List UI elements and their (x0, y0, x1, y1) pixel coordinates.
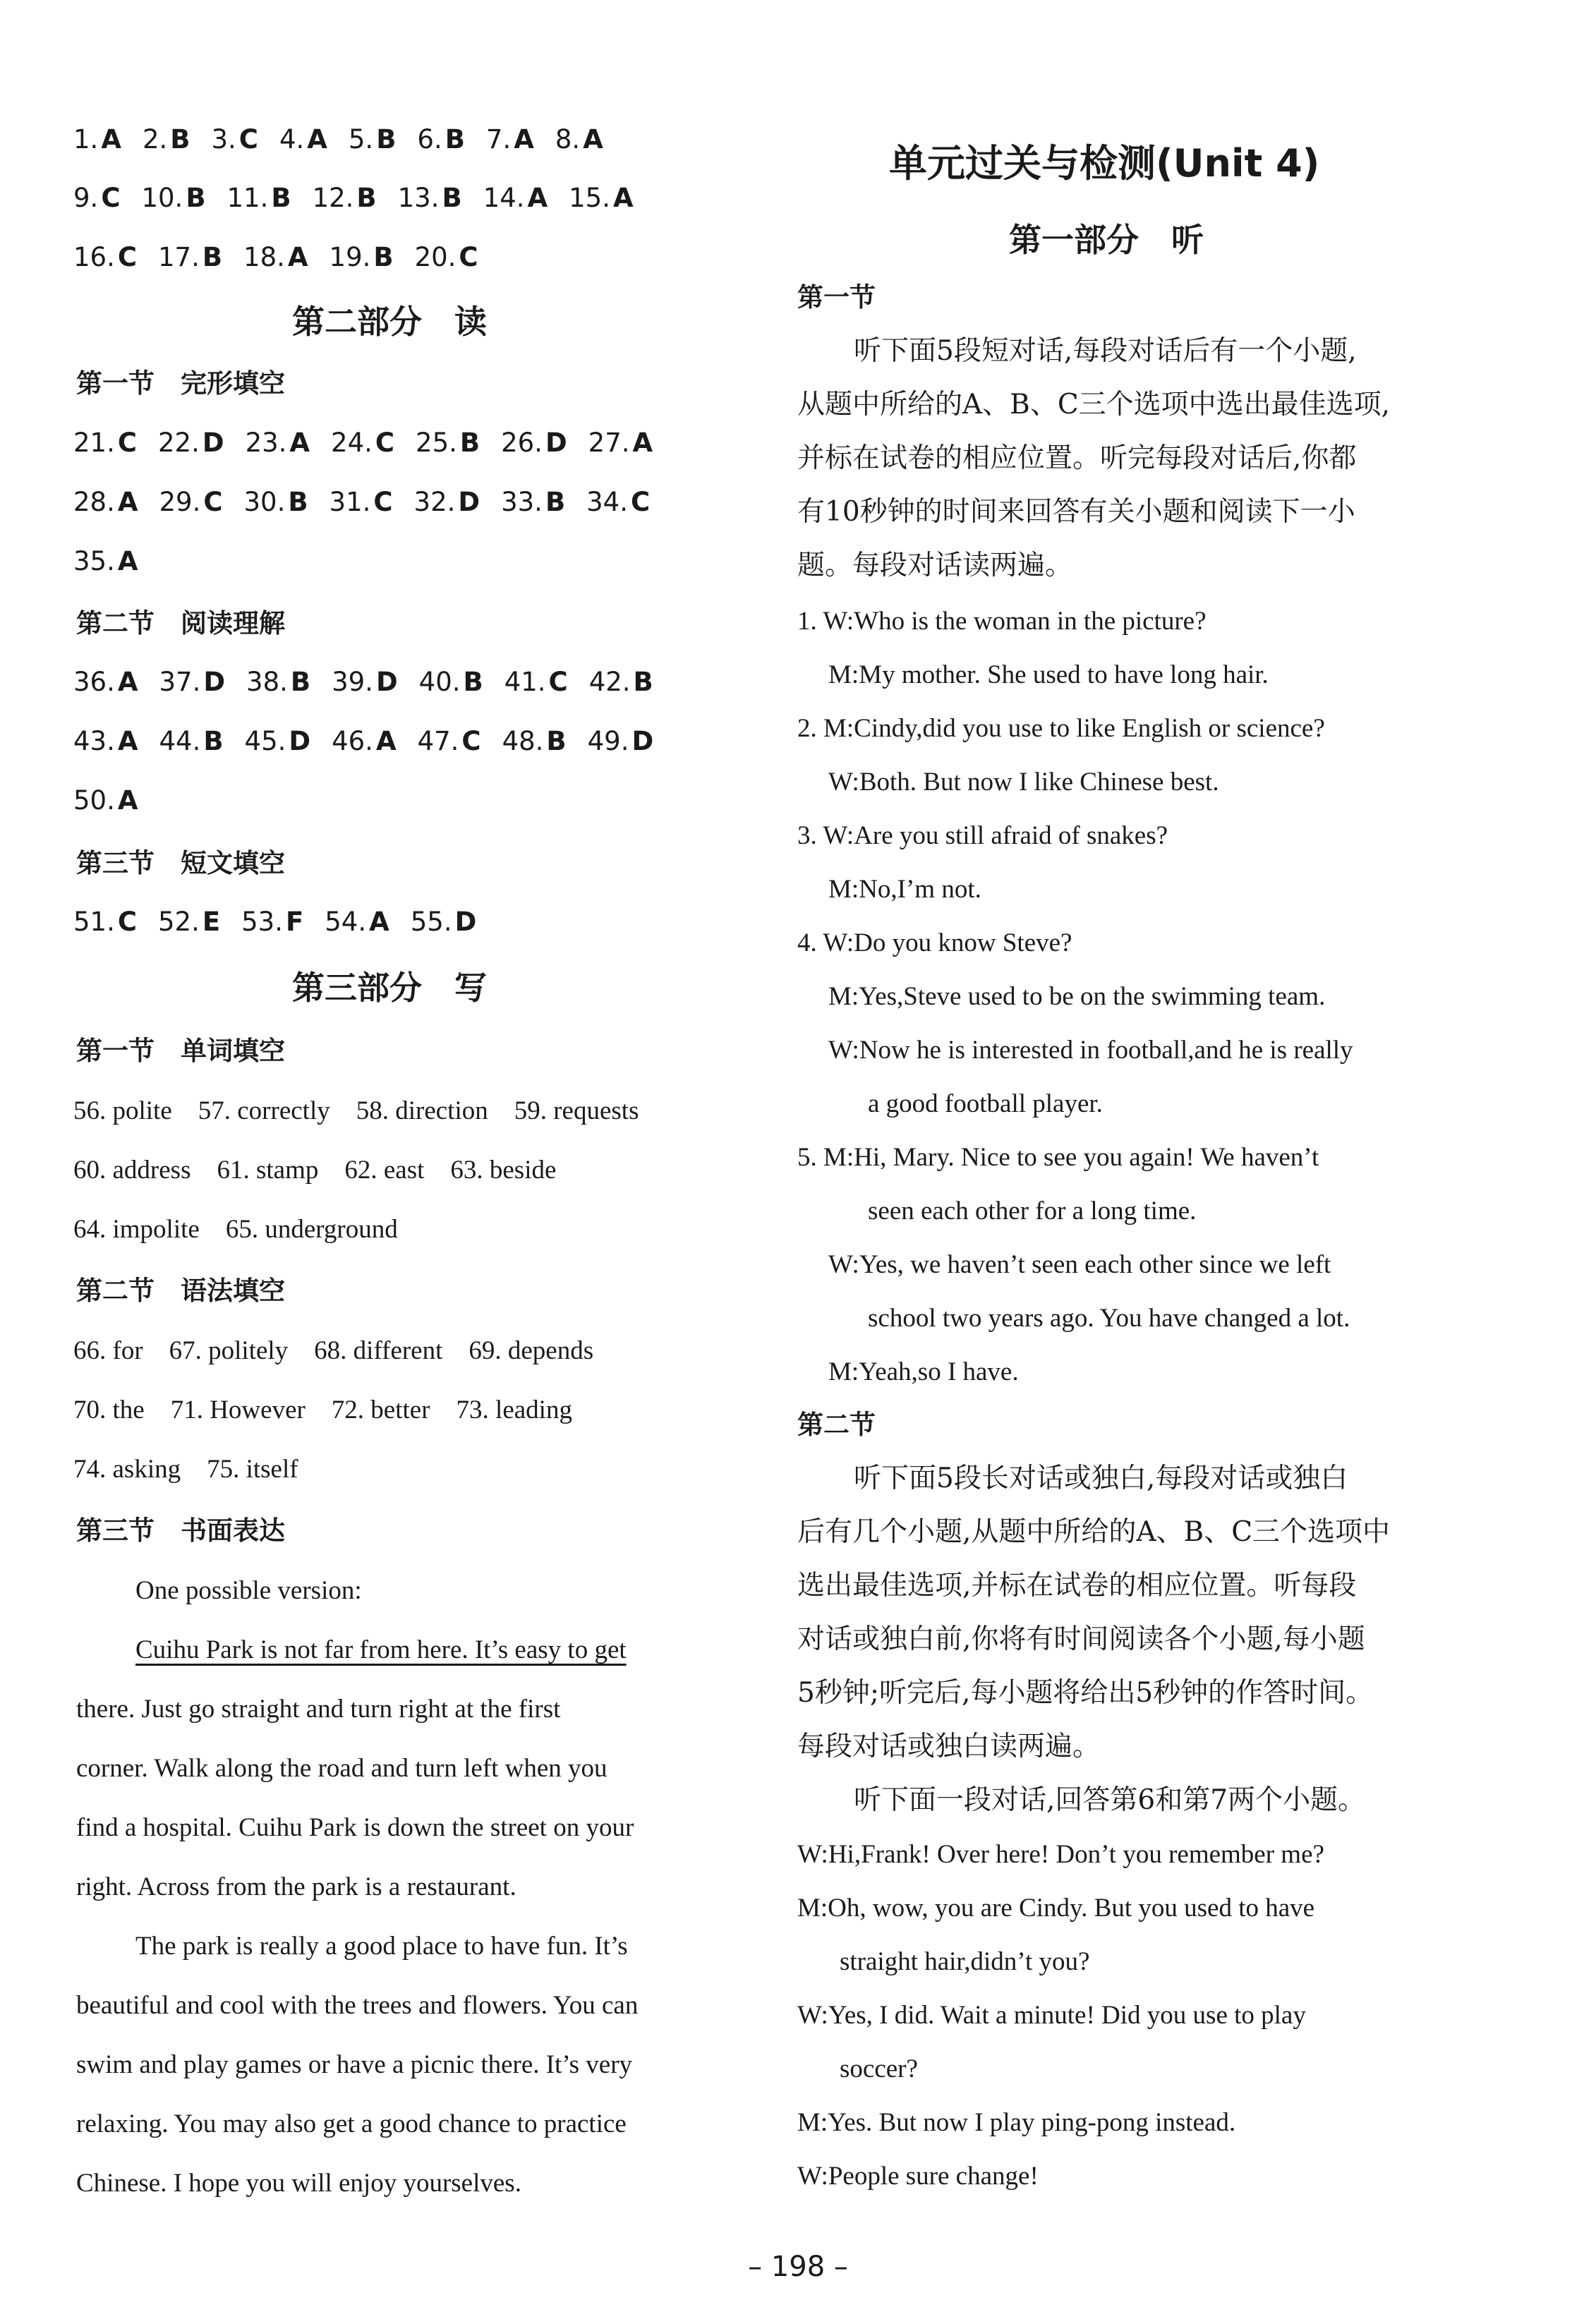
instruction-line: 5秒钟;听完后,每小题将给出5秒钟的作答时间。 (797, 1677, 1374, 1709)
answer-item (246, 425, 310, 461)
answer-number: 10. (141, 183, 183, 213)
answer-item (246, 665, 310, 700)
answer-item (504, 665, 568, 700)
instruction-line: 选出最佳选项,并标在试卷的相应位置。听每段 (797, 1570, 1357, 1602)
dialogue-line: W:People sure change! (797, 2162, 1039, 2191)
essay-line: there. Just go straight and turn right at the first (76, 1695, 561, 1724)
answer-item (398, 181, 462, 216)
dialogue-line: W:Now he is interested in football,and he is really (828, 1036, 1353, 1065)
answer-number: 25. (416, 428, 457, 458)
instruction-line: 对话或独白前,你将有时间阅读各个小题,每小题 (797, 1623, 1365, 1655)
answer-item (73, 485, 138, 520)
answer-item (243, 485, 308, 520)
answer-number: 15. (569, 183, 610, 213)
instruction-line: 每段对话或独白读两遍。 (797, 1731, 1101, 1762)
answer-letter: B (376, 124, 397, 155)
answer-letter: B (203, 726, 224, 756)
answer-letter: D (375, 667, 398, 697)
answer-item (143, 122, 191, 157)
answer-item (502, 724, 567, 759)
answer-item (158, 425, 224, 461)
answer-item (245, 724, 311, 759)
unit-title: 单元过关与检测(Unit 4) (889, 141, 1320, 186)
answer-letter: B (633, 667, 653, 697)
answer-letter: B (288, 487, 308, 517)
p2s2-title: 第二节 阅读理解 (76, 608, 285, 638)
answer-number: 26. (501, 428, 543, 458)
essay-line: corner. Walk along the road and turn left when you (76, 1754, 607, 1783)
answer-number: 29. (159, 487, 201, 517)
answer-letter: C (630, 487, 651, 517)
answer-number: 49. (587, 726, 629, 756)
p2s3-title: 第三节 短文填空 (76, 848, 285, 878)
instruction-line: 有10秒钟的时间来回答有关小题和阅读下一小 (797, 496, 1355, 528)
answer-number: 47. (417, 726, 459, 756)
answer-number: 8. (555, 124, 581, 155)
answer-letter: C (375, 428, 395, 458)
answer-letter: A (289, 428, 310, 458)
essay-line: The park is really a good place to have fun. It’s (135, 1932, 628, 1961)
part2-title: 第二部分 读 (292, 303, 487, 341)
dialogue-line: 5. M:Hi, Mary. Nice to see you again! We haven’t (797, 1143, 1319, 1172)
dialogue-line: W:Yes, I did. Wait a minute! Did you use to play (797, 2001, 1306, 2030)
answer-item (411, 904, 477, 940)
answer-number: 24. (331, 428, 373, 458)
answer-number: 52. (158, 907, 200, 937)
answer-item (501, 425, 567, 461)
answer-number: 50. (73, 785, 115, 816)
answer-row (73, 485, 671, 520)
dialogue-line: M:Yes,Steve used to be on the swimming team. (828, 982, 1326, 1011)
answer-item (158, 904, 220, 940)
answer-number: 42. (588, 667, 631, 697)
answer-item (569, 181, 633, 216)
answer-number: 37. (159, 667, 201, 697)
essay-line: right. Across from the park is a restaurant. (76, 1872, 516, 1901)
answer-number: 20. (414, 242, 457, 272)
p3s2-title: 第二节 语法填空 (76, 1276, 285, 1306)
page-number: – 198 – (748, 2251, 848, 2283)
answer-letter: B (271, 183, 291, 213)
answer-row (73, 783, 159, 818)
answer-item (330, 485, 393, 520)
answer-letter: A (632, 428, 653, 458)
dialogue-line: soccer? (840, 2054, 918, 2083)
answer-number: 55. (410, 907, 452, 937)
answer-number: 28. (73, 487, 115, 517)
answer-letter: A (117, 487, 138, 517)
essay-line (135, 1633, 708, 1668)
answer-letter: A (527, 183, 548, 213)
answer-letter: A (101, 124, 121, 155)
answer-number: 5. (348, 124, 374, 155)
answer-letter: B (373, 242, 394, 272)
answer-row (73, 240, 500, 275)
answer-letter: A (117, 546, 138, 576)
answer-letter: C (373, 487, 393, 517)
answer-letter: A (375, 726, 397, 756)
answer-item (279, 122, 327, 157)
answer-letter: B (546, 726, 567, 756)
essay-line: relaxing. You may also get a good chance to practice (76, 2110, 627, 2138)
answer-row (73, 181, 655, 216)
answer-number: 9. (73, 183, 99, 213)
answer-letter: C (238, 124, 258, 155)
answer-number: 7. (485, 124, 512, 155)
answer-letter: D (545, 428, 567, 458)
answer-item (141, 181, 205, 216)
answer-item (73, 122, 121, 157)
grammar-line: 66. for 67. politely 68. different 69. depends (73, 1336, 594, 1365)
answer-item (414, 485, 480, 520)
answer-row (73, 904, 497, 940)
answer-number: 21. (73, 428, 115, 458)
part3-title: 第三部分 写 (292, 969, 487, 1007)
answer-number: 1. (73, 124, 99, 155)
answer-number: 32. (413, 487, 456, 517)
answer-number: 34. (586, 487, 628, 517)
answer-number: 19. (329, 242, 371, 272)
answer-item (243, 240, 308, 275)
answer-item (73, 724, 138, 759)
p3s3-title: 第三节 书面表达 (76, 1515, 285, 1546)
answer-item (349, 122, 397, 157)
answer-letter: C (117, 242, 137, 272)
essay-line: Chinese. I hope you will enjoy yourselves. (76, 2169, 521, 2198)
instruction-line: 听下面5段长对话或独白,每段对话或独白 (854, 1463, 1348, 1494)
answer-number: 48. (502, 726, 544, 756)
answer-number: 41. (504, 667, 546, 697)
answer-number: 13. (397, 183, 440, 213)
answer-item (589, 665, 653, 700)
answer-item (159, 665, 225, 700)
answer-letter: B (356, 183, 377, 213)
answer-item (331, 425, 394, 461)
answer-number: 35. (73, 546, 115, 576)
answer-letter: B (459, 428, 480, 458)
dialogue-line: seen each other for a long time. (868, 1197, 1197, 1225)
answer-row (73, 665, 675, 700)
answer-number: 44. (159, 726, 201, 756)
grammar-line: 70. the 71. However 72. better 73. leading (73, 1396, 572, 1424)
dialogue-line: 1. W:Who is the woman in the picture? (797, 607, 1207, 636)
answer-number: 14. (483, 183, 525, 213)
answer-number: 43. (73, 726, 115, 756)
essay-line: swim and play games or have a picnic there. It’s very (76, 2050, 633, 2079)
answer-number: 53. (241, 907, 283, 937)
p3s1-title: 第一节 单词填空 (76, 1036, 285, 1066)
answer-number: 3. (211, 124, 236, 155)
answer-letter: A (583, 124, 603, 155)
dialogue-line: 4. W:Do you know Steve? (797, 928, 1072, 957)
dialogue-line: straight hair,didn’t you? (840, 1947, 1090, 1976)
dialogue-line: 2. M:Cindy,did you use to like English or science? (797, 714, 1325, 743)
answer-number: 36. (73, 667, 115, 697)
grammar-line: 74. asking 75. itself (73, 1455, 298, 1484)
answer-letter: F (285, 907, 304, 937)
answer-letter: B (170, 124, 191, 155)
dialogue-line: a good football player. (868, 1089, 1103, 1118)
fill-line: 64. impolite 65. underground (73, 1215, 398, 1244)
answer-item (415, 240, 478, 275)
answer-number: 22. (158, 428, 200, 458)
answer-number: 45. (244, 726, 286, 756)
instruction-line: 并标在试卷的相应位置。听完每段对话后,你都 (797, 442, 1357, 474)
dialogue-line: W:Yes, we haven’t seen each other since we left (828, 1250, 1331, 1279)
answer-number: 33. (501, 487, 543, 517)
answer-item (416, 425, 480, 461)
answer-number: 30. (243, 487, 286, 517)
answer-number: 12. (312, 183, 354, 213)
answer-item (325, 904, 389, 940)
answer-item (586, 485, 650, 520)
answer-item (73, 544, 138, 579)
answer-item (159, 485, 222, 520)
answer-number: 18. (243, 242, 285, 272)
answer-number: 31. (329, 487, 371, 517)
answer-number: 46. (332, 726, 373, 756)
instruction-line: 后有几个小题,从题中所给的A、B、C三个选项中 (797, 1516, 1391, 1548)
answer-number: 51. (73, 907, 115, 937)
dialogue-line: M:My mother. She used to have long hair. (828, 660, 1269, 689)
answer-letter: C (203, 487, 223, 517)
answer-item (73, 425, 137, 461)
answer-item (555, 122, 603, 157)
answer-item (417, 122, 465, 157)
dialogue-line: M:Oh, wow, you are Cindy. But you used to have (797, 1894, 1315, 1923)
answer-letter: D (203, 667, 226, 697)
answer-number: 4. (279, 124, 305, 155)
s1-title: 第一节 (797, 282, 876, 313)
answer-letter: E (202, 907, 221, 937)
part1-title: 第一部分 听 (1009, 221, 1204, 259)
answer-letter: D (289, 726, 311, 756)
answer-letter: B (186, 183, 206, 213)
answer-number: 11. (226, 183, 269, 213)
dialogue-line: school two years ago. You have changed a lot. (868, 1304, 1350, 1333)
dialogue-line: W:Both. But now I like Chinese best. (828, 768, 1219, 797)
answer-letter: D (454, 907, 477, 937)
essay-line: find a hospital. Cuihu Park is down the street on your (76, 1813, 634, 1842)
answer-number: 6. (417, 124, 442, 155)
answer-number: 40. (418, 667, 461, 697)
answer-item (227, 181, 291, 216)
instruction-line: 从题中所给的A、B、C三个选项中选出最佳选项, (797, 389, 1391, 420)
answer-letter: C (117, 428, 137, 458)
fill-line: 60. address 61. stamp 62. east 63. beside (73, 1156, 557, 1185)
answer-item (588, 724, 654, 759)
answer-letter: B (545, 487, 566, 517)
answer-letter: C (461, 726, 481, 756)
instruction-line: 听下面5段短对话,每段对话后有一个小题, (854, 335, 1357, 367)
answer-number: 16. (73, 242, 115, 272)
answer-letter: C (459, 242, 478, 272)
answer-item (73, 665, 138, 700)
answer-item (73, 904, 137, 940)
answer-row (73, 544, 159, 579)
answer-number: 39. (332, 667, 373, 697)
answer-letter: A (612, 183, 634, 213)
answer-item (332, 665, 398, 700)
answer-letter: B (463, 667, 483, 697)
answer-letter: A (117, 726, 138, 756)
answer-item (332, 724, 396, 759)
answer-row (73, 425, 674, 461)
answer-item (211, 122, 258, 157)
answer-letter: C (101, 183, 121, 213)
answer-letter: B (445, 124, 465, 155)
dialogue-line: 3. W:Are you still afraid of snakes? (797, 821, 1168, 850)
instruction-line: 听下面一段对话,回答第6和第7两个小题。 (854, 1784, 1366, 1816)
answer-letter: D (458, 487, 480, 517)
essay-line: beautiful and cool with the trees and flowers. You can (76, 1991, 639, 2020)
answer-letter: A (369, 907, 389, 937)
essay-intro: One possible version: (135, 1576, 362, 1605)
answer-item (418, 724, 481, 759)
answer-letter: A (307, 124, 327, 155)
answer-item (330, 240, 394, 275)
instruction-line: 题。每段对话读两遍。 (797, 550, 1073, 581)
answer-letter: A (287, 242, 308, 272)
answer-item (483, 181, 548, 216)
answer-item (313, 181, 377, 216)
answer-item (419, 665, 483, 700)
answer-item (158, 240, 222, 275)
p2s1-title: 第一节 完形填空 (76, 368, 285, 399)
answer-number: 2. (142, 124, 168, 155)
answer-letter: A (117, 667, 138, 697)
answer-letter: A (514, 124, 534, 155)
answer-number: 27. (588, 428, 630, 458)
answer-letter: D (202, 428, 224, 458)
essay-underlined-text: Cuihu Park is not far from here. It’s easy to get (135, 1635, 627, 1664)
answer-number: 38. (246, 667, 288, 697)
dialogue-line: M:No,I’m not. (828, 875, 981, 904)
answer-item (73, 240, 137, 275)
answer-item (73, 783, 138, 818)
answer-letter: B (202, 242, 223, 272)
answer-item (501, 485, 565, 520)
s2-title: 第二节 (797, 1410, 876, 1440)
answer-item (73, 181, 120, 216)
answer-item (486, 122, 534, 157)
answer-letter: A (117, 785, 138, 816)
answer-number: 54. (325, 907, 367, 937)
answer-letter: D (631, 726, 654, 756)
fill-line: 56. polite 57. correctly 58. direction 59. requests (73, 1096, 639, 1125)
answer-item (588, 425, 653, 461)
answer-letter: B (290, 667, 311, 697)
answer-letter: B (442, 183, 462, 213)
answer-item (241, 904, 303, 940)
answer-letter: C (548, 667, 568, 697)
answer-letter: C (117, 907, 137, 937)
answer-number: 17. (158, 242, 200, 272)
answer-number: 23. (245, 428, 287, 458)
dialogue-line: M:Yes. But now I play ping-pong instead. (797, 2108, 1236, 2137)
dialogue-line: W:Hi,Frank! Over here! Don’t you remember me? (797, 1840, 1324, 1869)
answer-row (73, 122, 624, 157)
answer-row (73, 724, 675, 759)
dialogue-line: M:Yeah,so I have. (828, 1357, 1019, 1386)
answer-item (159, 724, 223, 759)
